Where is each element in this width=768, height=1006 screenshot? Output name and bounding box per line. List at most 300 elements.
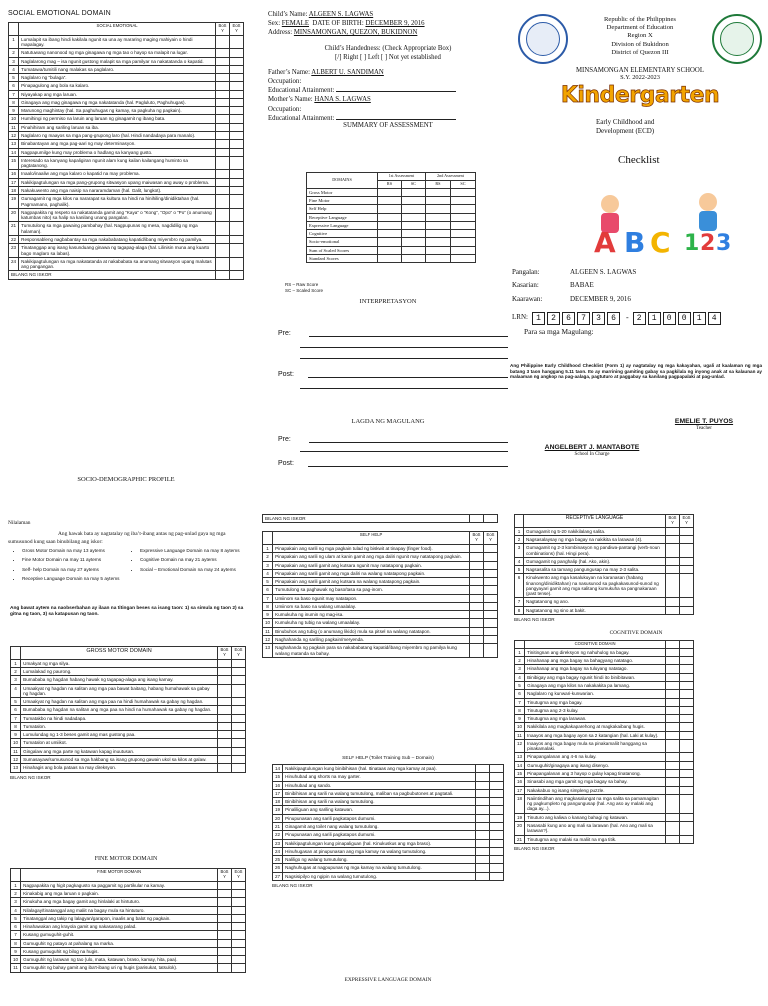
checkbox-cell[interactable] bbox=[216, 98, 230, 106]
checkbox-cell[interactable] bbox=[230, 74, 244, 82]
row-number: 10 bbox=[263, 619, 273, 627]
checkbox-cell[interactable] bbox=[218, 764, 232, 772]
checkbox-cell[interactable] bbox=[218, 889, 232, 897]
checkbox-cell[interactable] bbox=[484, 644, 498, 658]
socio-emotional-score-label: BILANG NG ISKOR bbox=[9, 271, 216, 279]
checkbox-cell[interactable] bbox=[484, 627, 498, 635]
row-number: 3 bbox=[263, 561, 273, 569]
checkbox-cell[interactable] bbox=[470, 636, 484, 644]
summary-score-cell[interactable] bbox=[450, 221, 475, 229]
checkbox-cell[interactable] bbox=[490, 839, 504, 847]
summary-score-cell[interactable] bbox=[425, 188, 450, 196]
checkbox-cell[interactable] bbox=[666, 706, 680, 714]
checkbox-cell[interactable] bbox=[680, 665, 694, 673]
pre-line[interactable] bbox=[309, 336, 508, 337]
checkbox-cell[interactable] bbox=[666, 544, 680, 558]
checkbox-cell[interactable] bbox=[490, 864, 504, 872]
score-cell[interactable] bbox=[470, 515, 484, 523]
checkbox-cell[interactable] bbox=[470, 561, 484, 569]
checkbox-cell[interactable] bbox=[666, 739, 680, 753]
checkbox-cell[interactable] bbox=[490, 789, 504, 797]
checkbox-cell[interactable] bbox=[218, 706, 232, 714]
summary-score-cell[interactable] bbox=[401, 230, 425, 238]
checkbox-cell[interactable] bbox=[666, 794, 680, 813]
checkbox-cell[interactable] bbox=[680, 706, 694, 714]
summary-score-cell[interactable] bbox=[378, 205, 402, 213]
post-signature-line[interactable] bbox=[308, 466, 508, 467]
checkbox-cell[interactable] bbox=[216, 148, 230, 156]
checkbox-cell[interactable] bbox=[476, 822, 490, 830]
checkbox-cell[interactable] bbox=[230, 195, 244, 209]
checkbox-cell[interactable] bbox=[666, 657, 680, 665]
checkbox-cell[interactable] bbox=[666, 648, 680, 656]
checkbox-cell[interactable] bbox=[680, 598, 694, 606]
checkbox-cell[interactable] bbox=[232, 964, 246, 972]
checkbox-cell[interactable] bbox=[484, 636, 498, 644]
checkbox-cell[interactable] bbox=[680, 657, 694, 665]
checkbox-cell[interactable] bbox=[216, 235, 230, 243]
summary-score-cell[interactable] bbox=[401, 188, 425, 196]
checkbox-cell[interactable] bbox=[490, 822, 504, 830]
checkbox-cell[interactable] bbox=[218, 698, 232, 706]
checkbox-cell[interactable] bbox=[680, 566, 694, 574]
summary-score-cell[interactable] bbox=[450, 230, 475, 238]
checkbox-cell[interactable] bbox=[666, 822, 680, 836]
summary-score-cell[interactable] bbox=[401, 246, 425, 254]
checkbox-cell[interactable] bbox=[476, 765, 490, 773]
checkbox-cell[interactable] bbox=[218, 739, 232, 747]
checkbox-cell[interactable] bbox=[218, 756, 232, 764]
checkbox-cell[interactable] bbox=[476, 856, 490, 864]
checkbox-cell[interactable] bbox=[232, 764, 246, 772]
summary-score-cell[interactable] bbox=[450, 254, 475, 262]
summary-score-cell[interactable] bbox=[378, 221, 402, 229]
summary-score-cell[interactable] bbox=[425, 205, 450, 213]
checkbox-cell[interactable] bbox=[230, 123, 244, 131]
summary-score-cell[interactable] bbox=[378, 188, 402, 196]
summary-score-cell[interactable] bbox=[450, 238, 475, 246]
checkbox-cell[interactable] bbox=[476, 872, 490, 880]
checkbox-cell[interactable] bbox=[470, 619, 484, 627]
checkbox-cell[interactable] bbox=[484, 561, 498, 569]
checkbox-cell[interactable] bbox=[230, 132, 244, 140]
item-text: Nakakabuo ng isang simpleng puzzle. bbox=[525, 786, 666, 794]
lrn-digit: 2 bbox=[547, 312, 560, 325]
checkbox-cell[interactable] bbox=[232, 914, 246, 922]
checkbox-cell[interactable] bbox=[216, 257, 230, 271]
checkbox-cell[interactable] bbox=[470, 544, 484, 552]
checkbox-cell[interactable] bbox=[218, 906, 232, 914]
checkbox-cell[interactable] bbox=[476, 847, 490, 855]
post-line[interactable] bbox=[300, 388, 508, 389]
handedness-options[interactable]: [/] Right [ ] Left [ ] Not yet established bbox=[335, 53, 441, 61]
checkbox-cell[interactable] bbox=[666, 535, 680, 543]
checkbox-cell[interactable] bbox=[666, 770, 680, 778]
checkbox-cell[interactable] bbox=[680, 574, 694, 598]
checkbox-cell[interactable] bbox=[680, 835, 694, 843]
table-row bbox=[9, 35, 244, 49]
checkbox-cell[interactable] bbox=[230, 65, 244, 73]
checkbox-cell[interactable] bbox=[218, 939, 232, 947]
fine-motor-section bbox=[10, 868, 246, 973]
checkbox-cell[interactable] bbox=[230, 140, 244, 148]
checkbox-cell[interactable] bbox=[484, 594, 498, 602]
checkbox-cell[interactable] bbox=[484, 569, 498, 577]
checkbox-cell[interactable] bbox=[218, 714, 232, 722]
checkbox-cell[interactable] bbox=[490, 872, 504, 880]
summary-row bbox=[307, 221, 476, 229]
col-bos: BoS Y bbox=[666, 515, 680, 528]
checkbox-cell[interactable] bbox=[216, 140, 230, 148]
checkbox-cell[interactable] bbox=[232, 714, 246, 722]
score-cell[interactable] bbox=[484, 515, 498, 523]
checkbox-cell[interactable] bbox=[216, 222, 230, 236]
checkbox-cell[interactable] bbox=[680, 715, 694, 723]
checkbox-cell[interactable] bbox=[680, 731, 694, 739]
pre-line[interactable] bbox=[300, 347, 508, 348]
checkbox-cell[interactable] bbox=[666, 778, 680, 786]
checkbox-cell[interactable] bbox=[232, 731, 246, 739]
checkbox-cell[interactable] bbox=[218, 722, 232, 730]
checkbox-cell[interactable] bbox=[218, 947, 232, 955]
checkbox-cell[interactable] bbox=[680, 822, 694, 836]
checkbox-cell[interactable] bbox=[680, 557, 694, 565]
checkbox-cell[interactable] bbox=[680, 527, 694, 535]
checkbox-cell[interactable] bbox=[230, 156, 244, 170]
checkbox-cell[interactable] bbox=[216, 187, 230, 195]
checkbox-cell[interactable] bbox=[216, 74, 230, 82]
checkbox-cell[interactable] bbox=[216, 170, 230, 178]
summary-score-cell[interactable] bbox=[425, 230, 450, 238]
table-row bbox=[273, 789, 504, 797]
checkbox-cell[interactable] bbox=[666, 835, 680, 843]
checkbox-cell[interactable] bbox=[230, 90, 244, 98]
table-row bbox=[263, 619, 498, 627]
checkbox-cell[interactable] bbox=[490, 831, 504, 839]
checkbox-cell[interactable] bbox=[232, 931, 246, 939]
pre-line[interactable] bbox=[300, 358, 508, 359]
checkbox-cell[interactable] bbox=[680, 761, 694, 769]
checkbox-cell[interactable] bbox=[470, 594, 484, 602]
summary-score-cell[interactable] bbox=[450, 205, 475, 213]
checkbox-cell[interactable] bbox=[216, 244, 230, 258]
summary-score-cell[interactable] bbox=[378, 246, 402, 254]
checkbox-cell[interactable] bbox=[484, 602, 498, 610]
summary-score-cell[interactable] bbox=[401, 254, 425, 262]
checkbox-cell[interactable] bbox=[232, 722, 246, 730]
checkbox-cell[interactable] bbox=[680, 544, 694, 558]
checkbox-cell[interactable] bbox=[470, 578, 484, 586]
item-text: Nakakuwento ang mga naisip na nararamdaman (hal. Galit, lungkot). bbox=[19, 187, 216, 195]
checkbox-cell[interactable] bbox=[680, 648, 694, 656]
checkbox-cell[interactable] bbox=[484, 544, 498, 552]
checkbox-cell[interactable] bbox=[232, 698, 246, 706]
checkbox-cell[interactable] bbox=[230, 244, 244, 258]
checkbox-cell[interactable] bbox=[230, 148, 244, 156]
checkbox-cell[interactable] bbox=[680, 606, 694, 614]
table-row bbox=[11, 947, 246, 955]
table-row bbox=[9, 170, 244, 178]
table-row bbox=[9, 148, 244, 156]
checkbox-cell[interactable] bbox=[470, 644, 484, 658]
checkbox-cell[interactable] bbox=[230, 82, 244, 90]
checkbox-cell[interactable] bbox=[666, 786, 680, 794]
checkbox-cell[interactable] bbox=[218, 881, 232, 889]
checkbox-cell[interactable] bbox=[232, 706, 246, 714]
checkbox-cell[interactable] bbox=[232, 889, 246, 897]
summary-score-cell[interactable] bbox=[425, 213, 450, 221]
checkbox-cell[interactable] bbox=[470, 602, 484, 610]
checkbox-cell[interactable] bbox=[666, 527, 680, 535]
summary-score-cell[interactable] bbox=[401, 205, 425, 213]
checkbox-cell[interactable] bbox=[490, 798, 504, 806]
checkbox-cell[interactable] bbox=[666, 557, 680, 565]
checkbox-cell[interactable] bbox=[218, 731, 232, 739]
checkbox-cell[interactable] bbox=[476, 789, 490, 797]
score-cell[interactable] bbox=[216, 271, 230, 279]
checkbox-cell[interactable] bbox=[230, 98, 244, 106]
checkbox-cell[interactable] bbox=[680, 739, 694, 753]
checkbox-cell[interactable] bbox=[230, 187, 244, 195]
checkbox-cell[interactable] bbox=[680, 690, 694, 698]
checkbox-cell[interactable] bbox=[230, 178, 244, 186]
summary-score-cell[interactable] bbox=[378, 196, 402, 204]
checkbox-cell[interactable] bbox=[490, 806, 504, 814]
checkbox-cell[interactable] bbox=[218, 898, 232, 906]
post-line[interactable] bbox=[308, 377, 508, 378]
checkbox-cell[interactable] bbox=[680, 723, 694, 731]
checkbox-cell[interactable] bbox=[470, 627, 484, 635]
summary-score-cell[interactable] bbox=[378, 230, 402, 238]
checklist-title: Checklist bbox=[618, 153, 660, 166]
score-cell[interactable] bbox=[230, 271, 244, 279]
checkbox-cell[interactable] bbox=[232, 747, 246, 755]
checkbox-cell[interactable] bbox=[666, 753, 680, 761]
checkbox-cell[interactable] bbox=[216, 208, 230, 222]
checkbox-cell[interactable] bbox=[218, 964, 232, 972]
checkbox-cell[interactable] bbox=[218, 956, 232, 964]
pre-signature-line[interactable] bbox=[309, 442, 508, 443]
checkbox-cell[interactable] bbox=[680, 673, 694, 681]
checkbox-cell[interactable] bbox=[666, 715, 680, 723]
row-number: 16 bbox=[273, 781, 283, 789]
summary-score-cell[interactable] bbox=[450, 213, 475, 221]
checkbox-cell[interactable] bbox=[230, 257, 244, 271]
learner-sex: BABAE bbox=[570, 281, 594, 290]
checkbox-cell[interactable] bbox=[680, 681, 694, 689]
checkbox-cell[interactable] bbox=[490, 847, 504, 855]
summary-score-cell[interactable] bbox=[378, 254, 402, 262]
checkbox-cell[interactable] bbox=[666, 598, 680, 606]
checkbox-cell[interactable] bbox=[216, 49, 230, 57]
checkbox-cell[interactable] bbox=[484, 586, 498, 594]
checkbox-cell[interactable] bbox=[218, 659, 232, 667]
item-text: Inaayos ang mga bagay mula sa pinakamaliit hanggang sa pinakamalaki. bbox=[525, 739, 666, 753]
checkbox-cell[interactable] bbox=[230, 57, 244, 65]
checkbox-cell[interactable] bbox=[680, 753, 694, 761]
row-number: 3 bbox=[11, 898, 21, 906]
row-number: 8 bbox=[263, 602, 273, 610]
summary-score-cell[interactable] bbox=[378, 238, 402, 246]
domain-bullet: • Social – Emotional Domain na may 24 aytems bbox=[140, 567, 246, 573]
checkbox-cell[interactable] bbox=[216, 123, 230, 131]
checkbox-cell[interactable] bbox=[666, 606, 680, 614]
checkbox-cell[interactable] bbox=[484, 619, 498, 627]
checkbox-cell[interactable] bbox=[680, 813, 694, 821]
checkbox-cell[interactable] bbox=[218, 923, 232, 931]
interpretation-lines bbox=[278, 330, 508, 389]
checkbox-cell[interactable] bbox=[232, 906, 246, 914]
summary-score-cell[interactable] bbox=[401, 213, 425, 221]
checkbox-cell[interactable] bbox=[476, 806, 490, 814]
parent-signature-title: LAGDA NG MAGULANG bbox=[351, 418, 425, 425]
checkbox-cell[interactable] bbox=[216, 90, 230, 98]
checkbox-cell[interactable] bbox=[470, 611, 484, 619]
checkbox-cell[interactable] bbox=[476, 798, 490, 806]
summary-row bbox=[307, 246, 476, 254]
checkbox-cell[interactable] bbox=[218, 676, 232, 684]
checkbox-cell[interactable] bbox=[680, 698, 694, 706]
summary-score-cell[interactable] bbox=[425, 254, 450, 262]
table-row bbox=[515, 527, 694, 535]
summary-score-cell[interactable] bbox=[425, 196, 450, 204]
checkbox-cell[interactable] bbox=[216, 132, 230, 140]
checkbox-cell[interactable] bbox=[484, 611, 498, 619]
table-row bbox=[515, 574, 694, 598]
checkbox-cell[interactable] bbox=[666, 681, 680, 689]
checkbox-cell[interactable] bbox=[666, 813, 680, 821]
domain-bullet: • Expressive Language Domain na may 8 aytems bbox=[140, 548, 246, 554]
checkbox-cell[interactable] bbox=[490, 765, 504, 773]
checkbox-cell[interactable] bbox=[232, 956, 246, 964]
checkbox-cell[interactable] bbox=[216, 156, 230, 170]
checkbox-cell[interactable] bbox=[232, 939, 246, 947]
checkbox-cell[interactable] bbox=[666, 723, 680, 731]
checkbox-cell[interactable] bbox=[470, 553, 484, 561]
checkbox-cell[interactable] bbox=[666, 566, 680, 574]
item-text: Humihingi ng permiso na laruin ang laruan ng ginagamit ng ibang bata. bbox=[19, 115, 216, 123]
checkbox-cell[interactable] bbox=[470, 569, 484, 577]
checkbox-cell[interactable] bbox=[484, 553, 498, 561]
checkbox-cell[interactable] bbox=[680, 770, 694, 778]
checkbox-cell[interactable] bbox=[232, 756, 246, 764]
checkbox-cell[interactable] bbox=[230, 35, 244, 49]
pre-signature-line[interactable] bbox=[300, 451, 508, 452]
checkbox-cell[interactable] bbox=[230, 208, 244, 222]
item-text: Pinapakain ang sarili ng mga pagkain tulad ng biskwit at tinapay (finger food). bbox=[273, 544, 470, 552]
checkbox-cell[interactable] bbox=[230, 235, 244, 243]
checkbox-cell[interactable] bbox=[490, 814, 504, 822]
checkbox-cell[interactable] bbox=[476, 781, 490, 789]
row-number: 13 bbox=[11, 764, 21, 772]
summary-score-cell[interactable] bbox=[450, 188, 475, 196]
summary-score-cell[interactable] bbox=[425, 238, 450, 246]
summary-score-cell[interactable] bbox=[425, 221, 450, 229]
checkbox-cell[interactable] bbox=[490, 781, 504, 789]
item-text: Bumababa ng hagdan na salitan ang mga paa na hindi na humahawak sa gabay ng hagdan. bbox=[21, 706, 218, 714]
checkbox-cell[interactable] bbox=[680, 786, 694, 794]
checkbox-cell[interactable] bbox=[232, 684, 246, 698]
checkbox-cell[interactable] bbox=[680, 535, 694, 543]
checkbox-cell[interactable] bbox=[216, 65, 230, 73]
item-text: Hinahanap ang mga bagay na bahagyang natatago. bbox=[525, 657, 666, 665]
checkbox-cell[interactable] bbox=[476, 839, 490, 847]
checkbox-cell[interactable] bbox=[470, 586, 484, 594]
checkbox-cell[interactable] bbox=[232, 659, 246, 667]
checkbox-cell[interactable] bbox=[230, 49, 244, 57]
summary-score-cell[interactable] bbox=[401, 221, 425, 229]
checkbox-cell[interactable] bbox=[490, 773, 504, 781]
summary-score-cell[interactable] bbox=[425, 246, 450, 254]
checkbox-cell[interactable] bbox=[216, 57, 230, 65]
item-text: Gumuguhit ng bahay gamit ang iba't-ibang uri ng hugis (parisukat, tatsulok). bbox=[21, 964, 218, 972]
checkbox-cell[interactable] bbox=[490, 856, 504, 864]
checkbox-cell[interactable] bbox=[216, 82, 230, 90]
checkbox-cell[interactable] bbox=[666, 731, 680, 739]
row-number: 1 bbox=[515, 648, 525, 656]
checkbox-cell[interactable] bbox=[230, 115, 244, 123]
checkbox-cell[interactable] bbox=[216, 107, 230, 115]
checkbox-cell[interactable] bbox=[232, 676, 246, 684]
name-label: Child’s Name: bbox=[268, 11, 308, 18]
summary-score-cell[interactable] bbox=[401, 238, 425, 246]
checkbox-cell[interactable] bbox=[666, 690, 680, 698]
summary-score-cell[interactable] bbox=[450, 246, 475, 254]
checkbox-cell[interactable] bbox=[230, 222, 244, 236]
checkbox-cell[interactable] bbox=[476, 831, 490, 839]
summary-score-cell[interactable] bbox=[378, 213, 402, 221]
domain-bullets-right bbox=[132, 548, 246, 585]
svg-text:1: 1 bbox=[684, 231, 700, 256]
checkbox-cell[interactable] bbox=[232, 881, 246, 889]
summary-row bbox=[307, 254, 476, 262]
checkbox-cell[interactable] bbox=[232, 739, 246, 747]
checkbox-cell[interactable] bbox=[666, 698, 680, 706]
checkbox-cell[interactable] bbox=[666, 761, 680, 769]
checkbox-cell[interactable] bbox=[484, 578, 498, 586]
checkbox-cell[interactable] bbox=[232, 947, 246, 955]
domain-bullet: • Receptive Language Domain na may 5 aytems bbox=[22, 576, 132, 582]
checkbox-cell[interactable] bbox=[230, 107, 244, 115]
summary-score-cell[interactable] bbox=[401, 196, 425, 204]
checkbox-cell[interactable] bbox=[666, 574, 680, 598]
checkbox-cell[interactable] bbox=[666, 673, 680, 681]
checkbox-cell[interactable] bbox=[476, 773, 490, 781]
checkbox-cell[interactable] bbox=[680, 794, 694, 813]
checkbox-cell[interactable] bbox=[666, 665, 680, 673]
checkbox-cell[interactable] bbox=[232, 898, 246, 906]
checkbox-cell[interactable] bbox=[218, 667, 232, 675]
fine-motor-col-header: FINE MOTOR DOMAIN bbox=[21, 869, 218, 882]
checkbox-cell[interactable] bbox=[680, 778, 694, 786]
checkbox-cell[interactable] bbox=[232, 667, 246, 675]
checkbox-cell[interactable] bbox=[216, 178, 230, 186]
checkbox-cell[interactable] bbox=[476, 864, 490, 872]
checkbox-cell[interactable] bbox=[216, 115, 230, 123]
checkbox-cell[interactable] bbox=[218, 931, 232, 939]
checkbox-cell[interactable] bbox=[218, 914, 232, 922]
checkbox-cell[interactable] bbox=[218, 684, 232, 698]
summary-score-cell[interactable] bbox=[450, 196, 475, 204]
checkbox-cell[interactable] bbox=[216, 35, 230, 49]
checkbox-cell[interactable] bbox=[218, 747, 232, 755]
checkbox-cell[interactable] bbox=[232, 923, 246, 931]
checkbox-cell[interactable] bbox=[230, 170, 244, 178]
checkbox-cell[interactable] bbox=[216, 195, 230, 209]
row-number: 9 bbox=[11, 731, 21, 739]
learner-sex-label: Kasarian: bbox=[512, 281, 539, 290]
checkbox-cell[interactable] bbox=[476, 814, 490, 822]
